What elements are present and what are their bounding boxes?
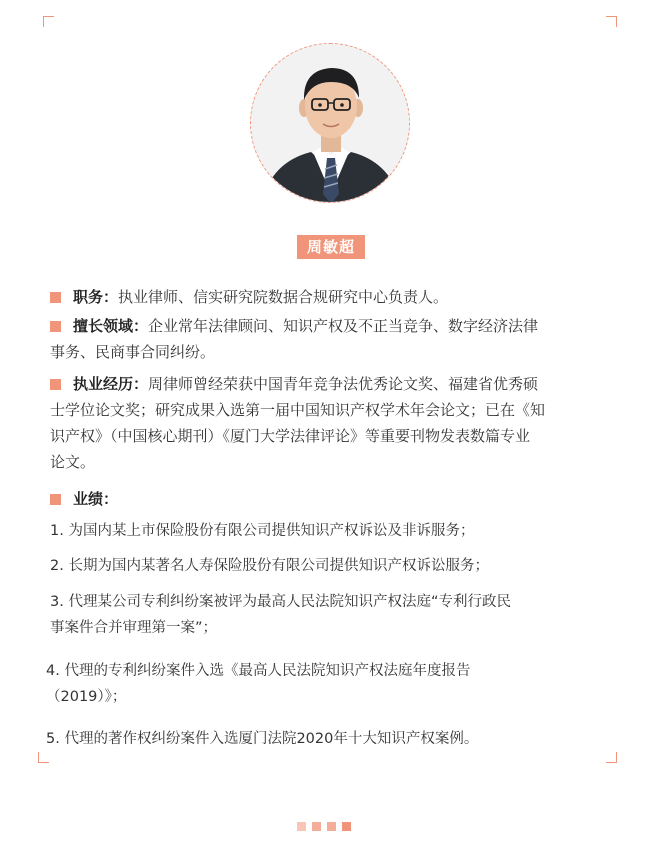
corner-top-right [606,16,617,27]
expertise-label: 擅长领域： [73,317,149,335]
expertise-text-line: 企业常年法律顾问、知识产权及不正当竞争、数字经济法律 [148,317,539,335]
achievement-line: 4. 代理的专利纠纷案件入选《最高人民法院知识产权法庭年度报告 [46,663,471,679]
achievement-item [46,658,616,710]
experience-text-line: 识产权》（中国核心期刊）《厦门大学法律评论》等重要刊物发表数篇专业 [50,427,531,445]
bullet-square-icon [50,494,61,505]
achievement-line: 3. 代理某公司专利纠纷案被评为最高人民法院知识产权法庭“专利行政民 [50,594,511,610]
position-label: 职务： [73,288,119,306]
position-text: 执业律师、信实研究院数据合规研究中心负责人。 [118,288,449,306]
achievements-label: 业绩： [73,490,119,508]
indicator-dot [297,822,306,831]
indicator-dot [312,822,321,831]
corner-top-left [43,16,54,27]
achievement-item: 5. 代理的著作权纠纷案件入选厦门法院2020年十大知识产权案例。 [46,731,479,747]
corner-bottom-right [606,752,617,763]
experience-text-line: 士学位论文奖；研究成果入选第一届中国知识产权学术年会论文；已在《知 [50,401,546,419]
expertise-paragraph [50,313,620,365]
bullet-square-icon [50,321,61,332]
page-indicator [297,822,351,831]
corner-bottom-left [38,752,49,763]
bullet-square-icon [50,379,61,390]
achievement-item: 1. 为国内某上市保险股份有限公司提供知识产权诉讼及非诉服务； [50,523,475,539]
experience-paragraph [50,371,620,475]
position-paragraph [50,284,620,310]
experience-text-line: 周律师曾经荣获中国青年竞争法优秀论文奖、福建省优秀硕 [148,375,539,393]
portrait-photo [250,43,410,203]
achievement-item: 2. 长期为国内某著名人寿保险股份有限公司提供知识产权诉讼服务； [50,558,489,574]
expertise-text-line: 事务、民商事合同纠纷。 [50,343,216,361]
achievement-line: （2019）》； [46,689,127,705]
experience-text-line: 论文。 [50,453,96,471]
achievements-heading [50,486,620,512]
name-badge: 周敏超 [297,235,365,259]
achievement-line: 事案件合并审理第一案”； [50,620,218,636]
experience-label: 执业经历： [73,375,149,393]
indicator-dot [342,822,351,831]
indicator-dot [327,822,336,831]
bullet-square-icon [50,292,61,303]
achievement-item [50,589,620,641]
